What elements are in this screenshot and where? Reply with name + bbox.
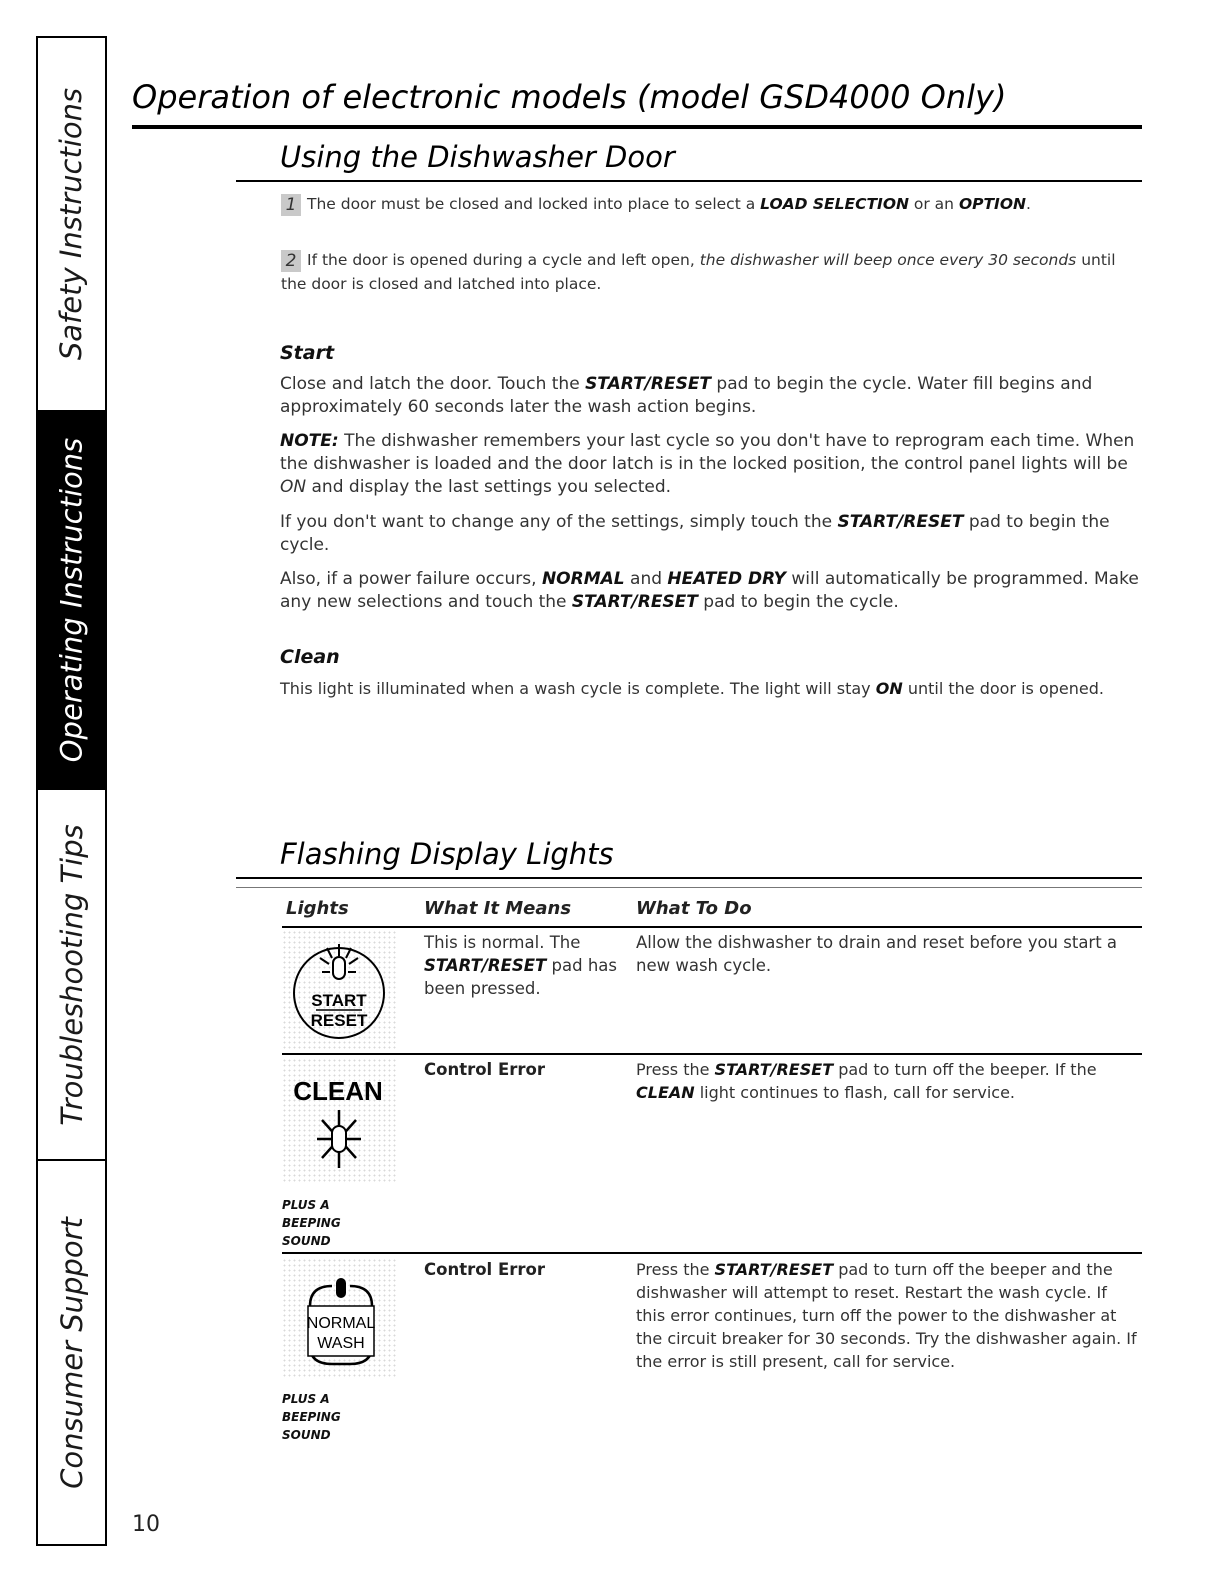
step-text: If the door is opened during a cycle and left open,: [307, 251, 700, 269]
step-number: 2: [281, 250, 301, 272]
para-emphasis: START/RESET: [571, 592, 698, 612]
step-emphasis: OPTION: [958, 195, 1026, 213]
start-paragraph-1: [280, 373, 1140, 419]
para-text: and display the last settings you selected.: [306, 477, 672, 497]
para-emphasis: NORMAL: [541, 569, 625, 589]
cell-text: Press the: [636, 1260, 715, 1279]
para-text: Also, if a power failure occurs,: [280, 569, 542, 589]
row1-means: [424, 931, 619, 1000]
clean-paragraph: [280, 677, 1140, 700]
para-text: Close and latch the door. Touch the: [280, 374, 586, 394]
note-label: NOTE:: [280, 431, 339, 451]
cell-emphasis: START/RESET: [714, 1260, 834, 1279]
step-emphasis: LOAD SELECTION: [760, 195, 909, 213]
step-italic: the dishwasher will beep once every 30 seconds: [699, 251, 1077, 269]
clean-light-icon: [282, 1058, 397, 1183]
tab-consumer-support[interactable]: [38, 1159, 105, 1544]
section-sidebar: [36, 36, 107, 1546]
header-rule: [282, 926, 1142, 928]
col-header-todo: What To Do: [636, 898, 752, 919]
para-text: pad to begin the cycle. Water fill begins and approximately 60 seconds later the wash action begins.: [280, 374, 1093, 417]
step-text: until the door is closed and latched into place.: [281, 251, 1116, 293]
cell-emphasis: CLEAN: [636, 1083, 695, 1102]
cell-text: light continues to flash, call for service.: [694, 1083, 1016, 1102]
tab-operating-instructions[interactable]: [38, 410, 105, 788]
para-emphasis: HEATED DRY: [667, 569, 786, 589]
tab-label: Operating Instructions: [54, 437, 89, 763]
door-step-1: [281, 192, 1136, 216]
para-text: This light is illuminated when a wash cycle is complete. The light will stay: [280, 679, 876, 698]
para-text: until the door is opened.: [902, 679, 1104, 698]
para-text: pad to begin the cycle.: [697, 592, 899, 612]
start-paragraph-3: [280, 511, 1140, 557]
cell-text: pad to turn off the beeper. If the: [833, 1060, 1097, 1079]
step-number: 1: [281, 194, 301, 216]
icon-label-clean: CLEAN: [293, 1076, 383, 1106]
clean-heading: Clean: [280, 646, 340, 668]
cell-text: Press the: [636, 1060, 715, 1079]
icon-label-normal: NORMAL: [306, 1315, 376, 1332]
beeping-sound-note: PLUS A BEEPING SOUND: [282, 1392, 341, 1442]
section-title-door: Using the Dishwasher Door: [280, 140, 675, 174]
cell-text: pad has been pressed.: [424, 956, 617, 998]
para-emphasis: ON: [875, 679, 903, 698]
para-text: and: [624, 569, 668, 589]
tab-label: Troubleshooting Tips: [54, 823, 89, 1126]
row3-means: Control Error: [424, 1260, 545, 1279]
clean-icon: [282, 1058, 397, 1183]
cell-text: pad to turn off the beeper and the dishwasher will attempt to reset. Restart the wash cycle. If this error continues, turn off the power to the dishwasher at the circuit breaker for 30 seconds. Try the dishwasher again. If the error is still present, call for service.: [636, 1260, 1137, 1371]
para-text: If you don't want to change any of the settings, simply touch the: [280, 512, 838, 532]
step-text: or an: [908, 195, 959, 213]
page-number: 10: [132, 1512, 160, 1537]
para-emphasis: START/RESET: [837, 512, 964, 532]
start-heading: Start: [280, 342, 335, 364]
tab-safety-instructions[interactable]: [38, 38, 105, 410]
row2-means: Control Error: [424, 1060, 545, 1079]
para-text: will automatically be programmed. Make any new selections and touch the: [280, 569, 1139, 612]
start-reset-icon: [282, 930, 397, 1050]
para-text: pad to begin the cycle.: [280, 512, 1110, 555]
icon-label-reset: RESET: [310, 1011, 368, 1030]
row2-todo: [636, 1058, 1141, 1104]
start-paragraph-4: [280, 568, 1140, 614]
title-rule: [132, 125, 1142, 129]
row3-todo: [636, 1258, 1141, 1373]
row-rule: [282, 1252, 1142, 1254]
cell-emphasis: START/RESET: [714, 1060, 834, 1079]
col-header-lights: Lights: [286, 898, 349, 919]
page-title: Operation of electronic models (model GSD4000 Only): [132, 78, 1007, 116]
tab-troubleshooting-tips[interactable]: [38, 788, 105, 1159]
para-italic: ON: [280, 477, 307, 497]
normal-wash-icon: [282, 1258, 397, 1378]
section-rule: [236, 180, 1142, 182]
para-emphasis: START/RESET: [585, 374, 712, 394]
start-note: [280, 430, 1140, 499]
col-header-means: What It Means: [424, 898, 572, 919]
tab-label: Safety Instructions: [54, 87, 89, 361]
cell-emphasis: START/RESET: [424, 956, 547, 975]
para-text: The dishwasher remembers your last cycle so you don't have to reprogram each time. When the dishwasher is loaded and the door latch is in the locked position, the control panel lights will be: [280, 431, 1135, 474]
beeping-sound-note: PLUS A BEEPING SOUND: [282, 1198, 341, 1248]
tab-label: Consumer Support: [54, 1216, 89, 1489]
step-text: .: [1025, 195, 1031, 213]
row1-todo: Allow the dishwasher to drain and reset before you start a new wash cycle.: [636, 933, 1118, 975]
icon-label-start: START: [311, 991, 367, 1010]
section-title-flashing: Flashing Display Lights: [280, 837, 614, 871]
icon-label-wash: WASH: [317, 1335, 365, 1352]
section-rule-thin: [236, 887, 1142, 888]
normal-wash-light-icon: [282, 1258, 397, 1378]
start-reset-light-icon: [282, 930, 397, 1050]
cell-text: This is normal. The: [424, 933, 581, 952]
section-rule: [236, 877, 1142, 879]
step-text: The door must be closed and locked into place to select a: [307, 195, 761, 213]
row-rule: [282, 1053, 1142, 1055]
door-step-2: [281, 248, 1136, 296]
